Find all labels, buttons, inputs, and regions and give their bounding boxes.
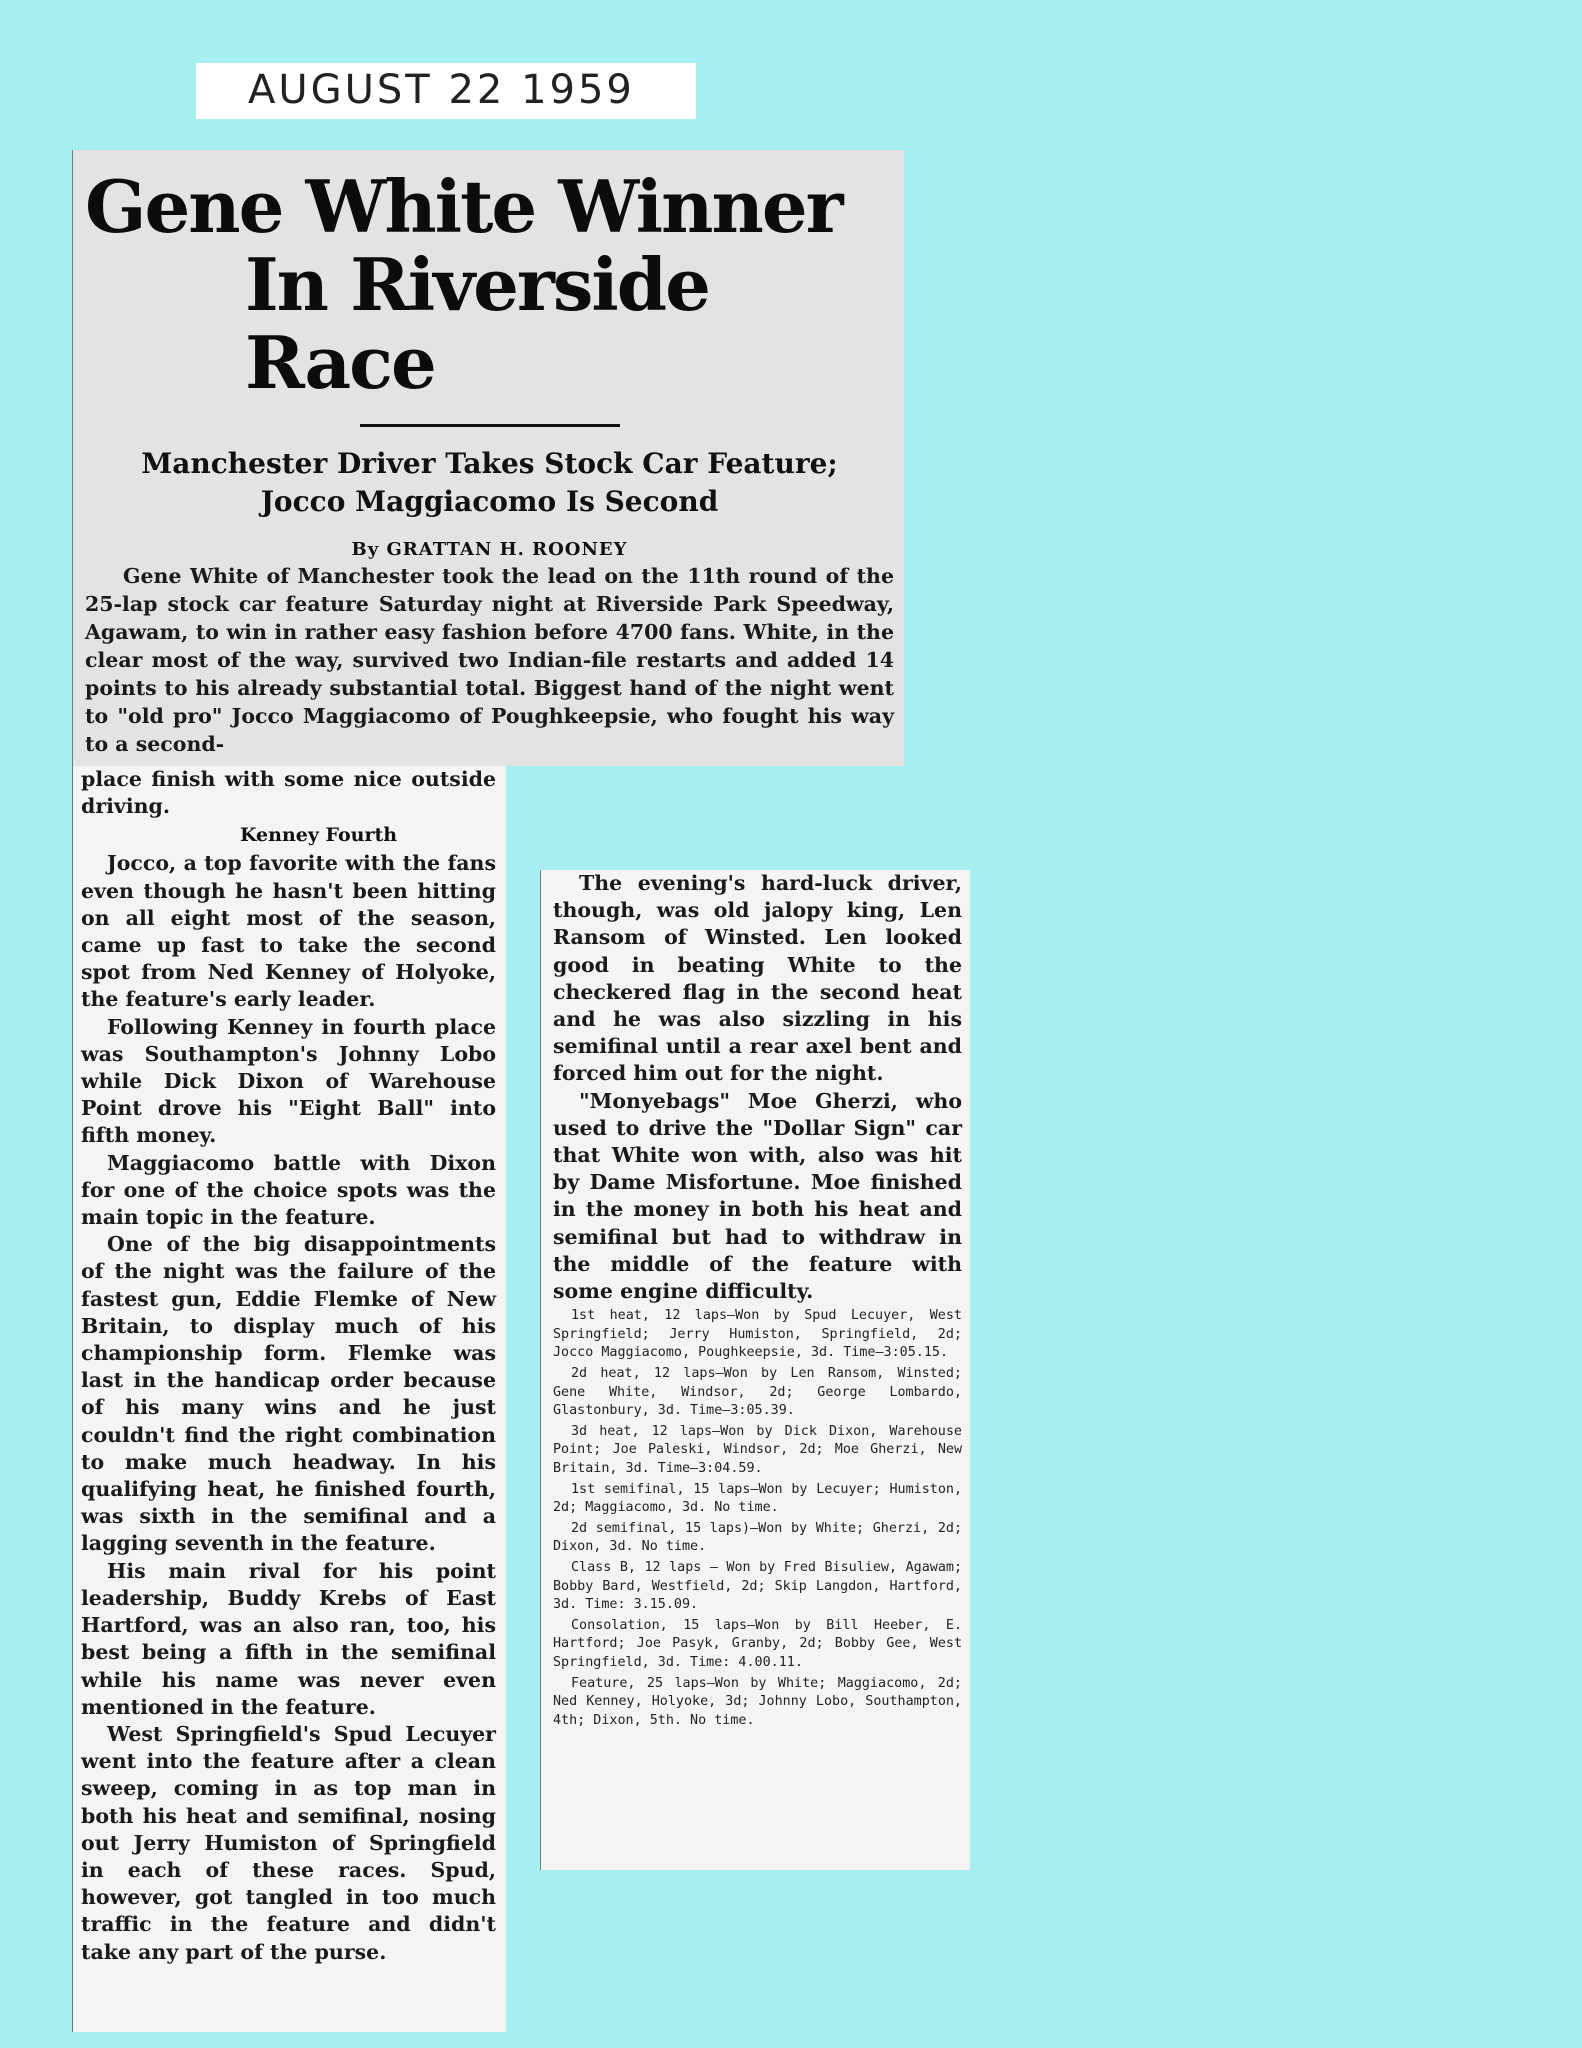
result-entry: Feature, 25 laps—Won by White; Maggiacomo, 2d; Ned Kenney, Holyoke, 3d; Johnny Lobo, Southampton, 4th; Dixon, 5th. No time. (553, 1675, 962, 1728)
result-entry: 2d semifinal, 15 laps)—Won by White; Gherzi, 2d; Dixon, 3d. No time. (553, 1520, 962, 1555)
subhead-line-2: Jocco Maggiacomo Is Second (260, 485, 719, 518)
headline-rule (360, 424, 620, 427)
byline: By GRATTAN H. ROONEY (351, 539, 628, 560)
col1-paragraph: Jocco, a top favorite with the fans even though he hasn't been hitting on all eight most of the season, came up fast to take the second spot from Ned Kenney of Holyoke, the feature's early leader. (81, 851, 496, 1012)
subhead-line-1: Manchester Driver Takes Stock Car Feature; (141, 447, 838, 480)
result-entry: 3d heat, 12 laps—Won by Dick Dixon, Warehouse Point; Joe Paleski, Windsor, 2d; Moe Gherzi, New Britain, 3d. Time—3:04.59. (553, 1423, 962, 1476)
col1-paragraph: West Springfield's Spud Lecuyer went into the feature after a clean sweep, coming in as top man in both his heat and semifinal, nosing out Jerry Humiston of Springfield in each of these races. Spud, however, got tangled in too much traffic in the feature and didn't take any part of the purse. (81, 1721, 496, 1964)
article-column-1 (72, 766, 506, 2032)
article-column-2 (540, 870, 970, 1870)
result-entry: 2d heat, 12 laps—Won by Len Ransom, Winsted; Gene White, Windsor, 2d; George Lombardo, Glastonbury, 3d. Time—3:05.39. (553, 1366, 962, 1419)
lead-continued: place finish with some nice outside driving. (81, 767, 496, 819)
article-header-clipping (72, 150, 904, 766)
result-entry: 1st heat, 12 laps—Won by Spud Lecuyer, West Springfield; Jerry Humiston, Springfield, 2d; Jocco Maggiacomo, Poughkeepsie, 3d. Time—3:05.15. (553, 1308, 962, 1361)
col2-paragraph: "Monyebags" Moe Gherzi, who used to drive the "Dollar Sign" car that White won with, also was hit by Dame Misfortune. Moe finished in the money in both his heat and semifinal but had to withdraw in the middle of the feature with some engine difficulty. (553, 1088, 962, 1304)
col1-paragraph: One of the big disappointments of the night was the failure of the fastest gun, Eddie Flemke of New Britain, to display much of his championship form. Flemke was last in the handicap order because of his many wins and he just couldn't find the right combination to make much headway. In his qualifying heat, he finished fourth, was sixth in the semifinal and a lagging seventh in the feature. (81, 1232, 496, 1556)
col1-paragraph: Following Kenney in fourth place was Southampton's Johnny Lobo while Dick Dixon of Warehouse Point drove his "Eight Ball" into fifth money. (81, 1014, 496, 1148)
result-entry: 1st semifinal, 15 laps—Won by Lecuyer; Humiston, 2d; Maggiacomo, 3d. No time. (553, 1481, 962, 1516)
col1-paragraph: Maggiacomo battle with Dixon for one of the choice spots was the main topic in the feature. (81, 1150, 496, 1230)
lead-paragraph: Gene White of Manchester took the lead on the 11th round of the 25-lap stock car feature Saturday night at Riverside Park Speedway, Agawam, to win in rather easy fashion before 4700 fans. White, in the clear most of the way, survived two Indian-file restarts and added 14 points to his already substantial total. Biggest hand of the night went to "old pro" Jocco Maggiacomo of Poughkeepsie, who fought his way to a second- (85, 564, 894, 756)
col1-paragraph: His main rival for his point leadership, Buddy Krebs of East Hartford, was an also ran, too, his best being a fifth in the semifinal while his name was never even mentioned in the feature. (81, 1558, 496, 1719)
col2-paragraph: The evening's hard-luck driver, though, was old jalopy king, Len Ransom of Winsted. Len looked good in beating White to the checkered flag in the second heat and he was also sizzling in his semifinal until a rear axel bent and forced him out for the night. (553, 871, 962, 1086)
result-entry: Consolation, 15 laps—Won by Bill Heeber, E. Hartford; Joe Pasyk, Granby, 2d; Bobby Gee, West Springfield, 3d. Time: 4.00.11. (553, 1617, 962, 1670)
headline-line-1: Gene White Winner (85, 164, 842, 249)
result-entry: Class B, 12 laps — Won by Fred Bisuliew, Agawam; Bobby Bard, Westfield, 2d; Skip Langdon, Hartford, 3d. Time: 3.15.09. (553, 1559, 962, 1613)
race-results (553, 1307, 962, 1730)
date-label: AUGUST 22 1959 (196, 63, 696, 119)
section-subtitle: Kenney Fourth (239, 824, 398, 847)
headline-line-2: In Riverside Race (245, 242, 709, 405)
